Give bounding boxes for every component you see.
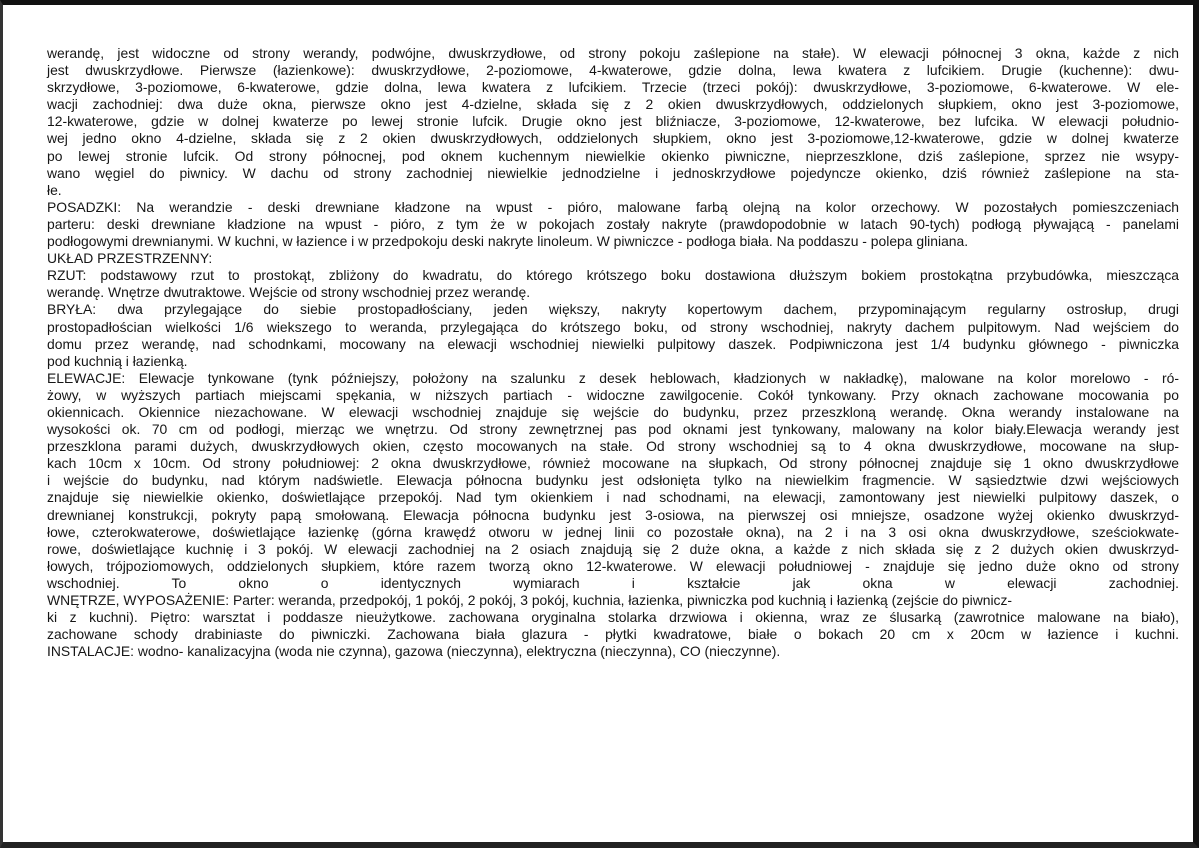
text-line: okiennicach. Okiennice niezachowane. W elewacji wschodniej znajduje się wejście do budynku, przez przeszkloną werandę. Okna werandy instalowane na — [47, 403, 1179, 420]
section-uklad-przestrzenny: UKŁAD PRZESTRZENNY: — [47, 250, 213, 267]
text-line: wej jedno okno 4-dzielne, składa się z 2 okien dwuskrzydłowych, oddzielonych słupkiem, okno jest 3-poziomowe,12-kwaterowe, gdzie w dolnej kwaterze — [47, 130, 1179, 147]
text-line: znajduje się niewielkie okienko, doświetlające przepokój. Nad tym okienkiem i nad schodnami, na elewacji, zamontowany jest niewielki pulpitowy daszek, o — [47, 489, 1179, 506]
text-line: i wejście do budynku, nad którym nadświetle. Elewacja północna budynku jest odsłonięta tylko na niewielkim fragmencie. W sąsiedztwie dzwi wejściowych — [47, 472, 1179, 489]
text-line: INSTALACJE: wodno- kanalizacyjna (woda nie czynna), gazowa (nieczynna), elektryczna (nieczynna), CO (nieczynne). — [47, 643, 781, 660]
text-line: zachowane schody drabiniaste do piwniczki. Zachowana biała glazura - płytki kwadratowe, białe o bokach 20 cm x 20cm w łazience i kuchni. — [47, 626, 1179, 643]
text-line: prostopadłościan wielkości 1/6 wiekszego to weranda, przylegająca do krótszego boku, od strony wschodniej, nakryty dachem pulpitowym. Nad wejściem do — [47, 318, 1179, 335]
text-line: łe. — [47, 181, 62, 198]
text-line: wacji zachodniej: dwa duże okna, pierwsze okno jest 4-dzielne, składa się z 2 okien dwuskrzydłowych, oddzielonych słupkiem, okno jest 3-poziomowe, — [47, 96, 1179, 113]
text-line: rowe, doświetlające kuchnię i 3 pokój. W elewacji zachodniej na 2 osiach znajdują się 2 duże okna, a każde z nich składa się z 2 dużych okien dwuskrzyd- — [47, 540, 1179, 557]
text-line: wano węgiel do piwnicy. W dachu od strony zachodniej niewielkie jednodzielne i jednoskrzydłowe pojedyncze okienko, dziś również zaślepione na sta- — [47, 164, 1179, 181]
text-line: kach 10cm x 10cm. Od strony południowej: 2 okna dwuskrzydłowe, również mocowane na słupkach, Od strony północnej znajduje się 1 okno dwuskrzydłowe — [47, 455, 1179, 472]
text-line: werandę, jest widoczne od strony werandy, podwójne, dwuskrzydłowe, od strony pokoju zaślepione na stałe). W elewacji północnej 3 okna, każde z nich — [47, 45, 1179, 61]
text-line: podłogowymi drewnianymi. W kuchni, w łazience i w przedpokoju deski nakryte linoleum. W piwniczce - podłoga biała. Na poddaszu - polepa gliniana. — [47, 233, 969, 250]
text-line: przeszklona parami dużych, dwuskrzydłowych okien, często mocowanych na stałe. Od strony wschodniej są to 4 okna dwuskrzydłowe, mocowane na słup- — [47, 438, 1179, 455]
document-body — [47, 45, 1179, 660]
section-bryla: BRYŁA: dwa przylegające do siebie prostopadłościany, jeden większy, nakryty kopertowym dachem, przypominającym regularny ostrosłup, drugi — [47, 301, 1179, 318]
text-line: żowy, w wyższych partiach miejscami spękania, w niższych partiach - widoczne zawilgocenie. Cokół tynkowany. Przy oknach zachowane mocowania po — [47, 386, 1179, 403]
text-line: domu przez werandę, nad schodnkami, mocowany na elewacji wschodniej niewielki pulpitowy daszek. Podpiwniczona jest 1/4 budynku głównego - piwniczka — [47, 335, 1179, 352]
section-wnetrze-wyposazenie: ki z kuchni). Piętro: warsztat i poddasze nieużytkowe. zachowana oryginalna stolarka drzwiowa i okienna, wraz ze ślusarką (zawrotnice malowane na biało), — [47, 609, 1179, 626]
text-line: 12-kwaterowe, gdzie w dolnej kwaterze po lewej stronie lufcik. Drugie okno jest bliźniacze, 3-poziomowe, 12-kwaterowe, bez lufcika. W elewacji południo- — [47, 113, 1179, 130]
text-line: WNĘTRZE, WYPOSAŻENIE: Parter: weranda, przedpokój, 1 pokój, 2 pokój, 3 pokój, kuchnia, łazienka, piwniczka pod kuchnią i łazienką (zejście do piwnicz- — [47, 592, 1013, 608]
section-posadzki: POSADZKI: Na werandzie - deski drewniane kładzone na wpust - pióro, malowane farbą olejną na kolor orzechowy. W pozostałych pomieszczeniach — [47, 198, 1179, 215]
text-line: skrzydłowe, 3-poziomowe, 6-kwaterowe, gdzie dolna, lewa kwatera z lufcikiem. Trzecie (trzeci pokój): dwuskrzydłowe, 3-poziomowe, 6-kwaterowe. W ele- — [47, 79, 1179, 96]
text-line: werandę. Wnętrze dwutraktowe. Wejście od strony wschodniej przez werandę. — [47, 284, 531, 301]
text-line: parteru: deski drewniane kładzione na wpust - pióro, z tym że w pokojach zostały nakryte (prawdopodobnie w latach 90-tych) podłogą pływającą - panelami — [47, 215, 1179, 232]
text-line: po lewej stronie lufcik. Od strony północnej, pod oknem kuchennym niewielkie okienko piwniczne, nieprzeszklone, dziś zaślepione, sprzez nie wsypy- — [47, 147, 1179, 164]
text-line: wschodniej. To okno o identycznych wymiarach i kształcie jak okna w elewacji zachodniej. — [47, 574, 1179, 591]
text-line: łowe, czterokwaterowe, doświetlające łazienkę (górna krawędź otworu w jednej linii co pozostałe okna), na 2 i na 3 osi okna dwuskrzydłowe, sześciokwate- — [47, 523, 1179, 540]
section-rzut: RZUT: podstawowy rzut to prostokąt, zbliżony do kwadratu, do którego krótszego boku dostawiona dłuższym bokiem prostokątna przybudówka, mieszcząca — [47, 267, 1179, 284]
section-elewacje: ELEWACJE: Elewacje tynkowane (tynk późniejszy, położony na szalunku z desek heblowach, kładzionych w nakładkę), malowane na kolor morelowo - ró- — [47, 369, 1179, 386]
text-line: drewnianej konstrukcji, pokryty papą smołowaną. Elewacja północna budynku jest 3-osiowa, na pierwszej osi mniejsze, osadzone wyżej okienko dwuskrzyd- — [47, 506, 1179, 523]
text-line: wysokości ok. 70 cm od podłogi, mierząc we wnętrzu. Od strony zewnętrznej pas pod oknami jest tynkowany, malowany na kolor biały.Elewacja werandy jest — [47, 421, 1179, 438]
text-line: łowych, trójpoziomowych, oddzielonych słupkiem, które razem tworzą okno 12-kwaterowe. W elewacji południowej - znajduje się jedno duże okno od strony — [47, 557, 1179, 574]
text-line: pod kuchnią i łazienką. — [47, 352, 188, 369]
text-line: jest dwuskrzydłowe. Pierwsze (łazienkowe): dwuskrzydłowe, 2-poziomowe, 4-kwaterowe, gdzie dolna, lewa kwatera z lufcikiem. Drugie (kuchenne): dwu- — [47, 62, 1179, 79]
